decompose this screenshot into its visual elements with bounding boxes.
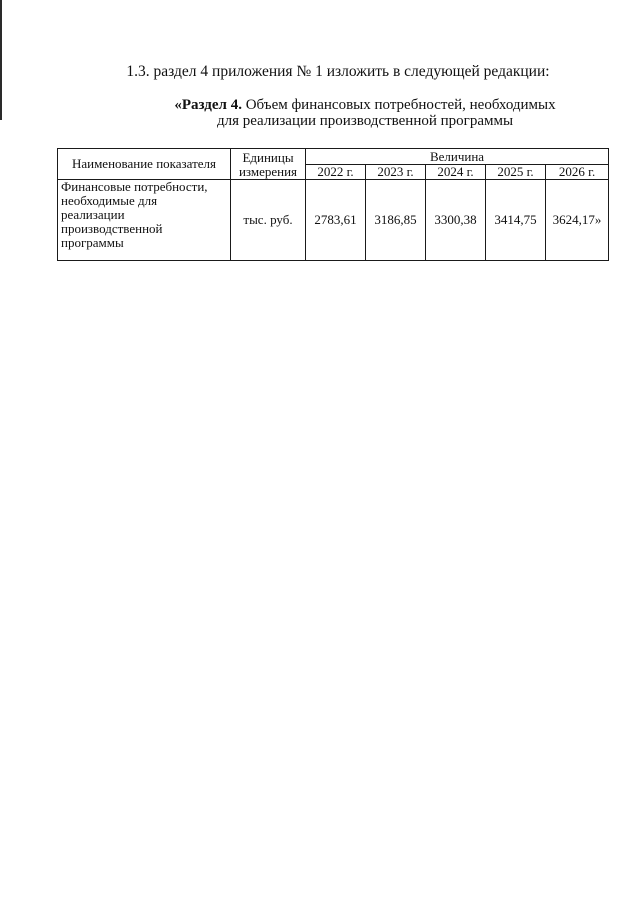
row-name-line: программы (61, 235, 124, 250)
row-name-line: Финансовые потребности, (61, 179, 208, 194)
table-row (58, 180, 609, 261)
section-heading (130, 97, 600, 129)
row-name-line: необходимые для (61, 193, 158, 208)
value-2026: 3624,17» (546, 180, 609, 261)
row-name-line: производственной (61, 221, 163, 236)
header-year-2026: 2026 г. (546, 165, 609, 180)
financial-needs-table (57, 148, 609, 261)
heading-line-1-rest: Объем финансовых потребностей, необходимых (241, 97, 556, 113)
heading-line-2: для реализации производственной программы (216, 113, 514, 129)
header-value: Величина (306, 149, 609, 165)
header-year-2024: 2024 г. (426, 165, 486, 180)
header-year-2023: 2023 г. (366, 165, 426, 180)
header-unit-line-1: Единицы (231, 149, 306, 165)
value-2023: 3186,85 (366, 180, 426, 261)
value-2024: 3300,38 (426, 180, 486, 261)
intro-paragraph: 1.3. раздел 4 приложения № 1 изложить в следующей редакции: (126, 63, 550, 80)
value-2025: 3414,75 (486, 180, 546, 261)
table-header-row-1 (58, 149, 609, 165)
header-year-2022: 2022 г. (306, 165, 366, 180)
header-year-2025: 2025 г. (486, 165, 546, 180)
page-edge-mark (0, 0, 2, 120)
row-indicator-name (58, 180, 231, 261)
value-2022: 2783,61 (306, 180, 366, 261)
header-indicator-name: Наименование показателя (58, 149, 231, 180)
heading-lead: «Раздел 4. (174, 97, 242, 113)
row-name-line: реализации (61, 207, 125, 222)
heading-line-1 (130, 97, 600, 113)
row-unit: тыс. руб. (231, 180, 306, 261)
header-unit-line-2: измерения (231, 165, 306, 180)
